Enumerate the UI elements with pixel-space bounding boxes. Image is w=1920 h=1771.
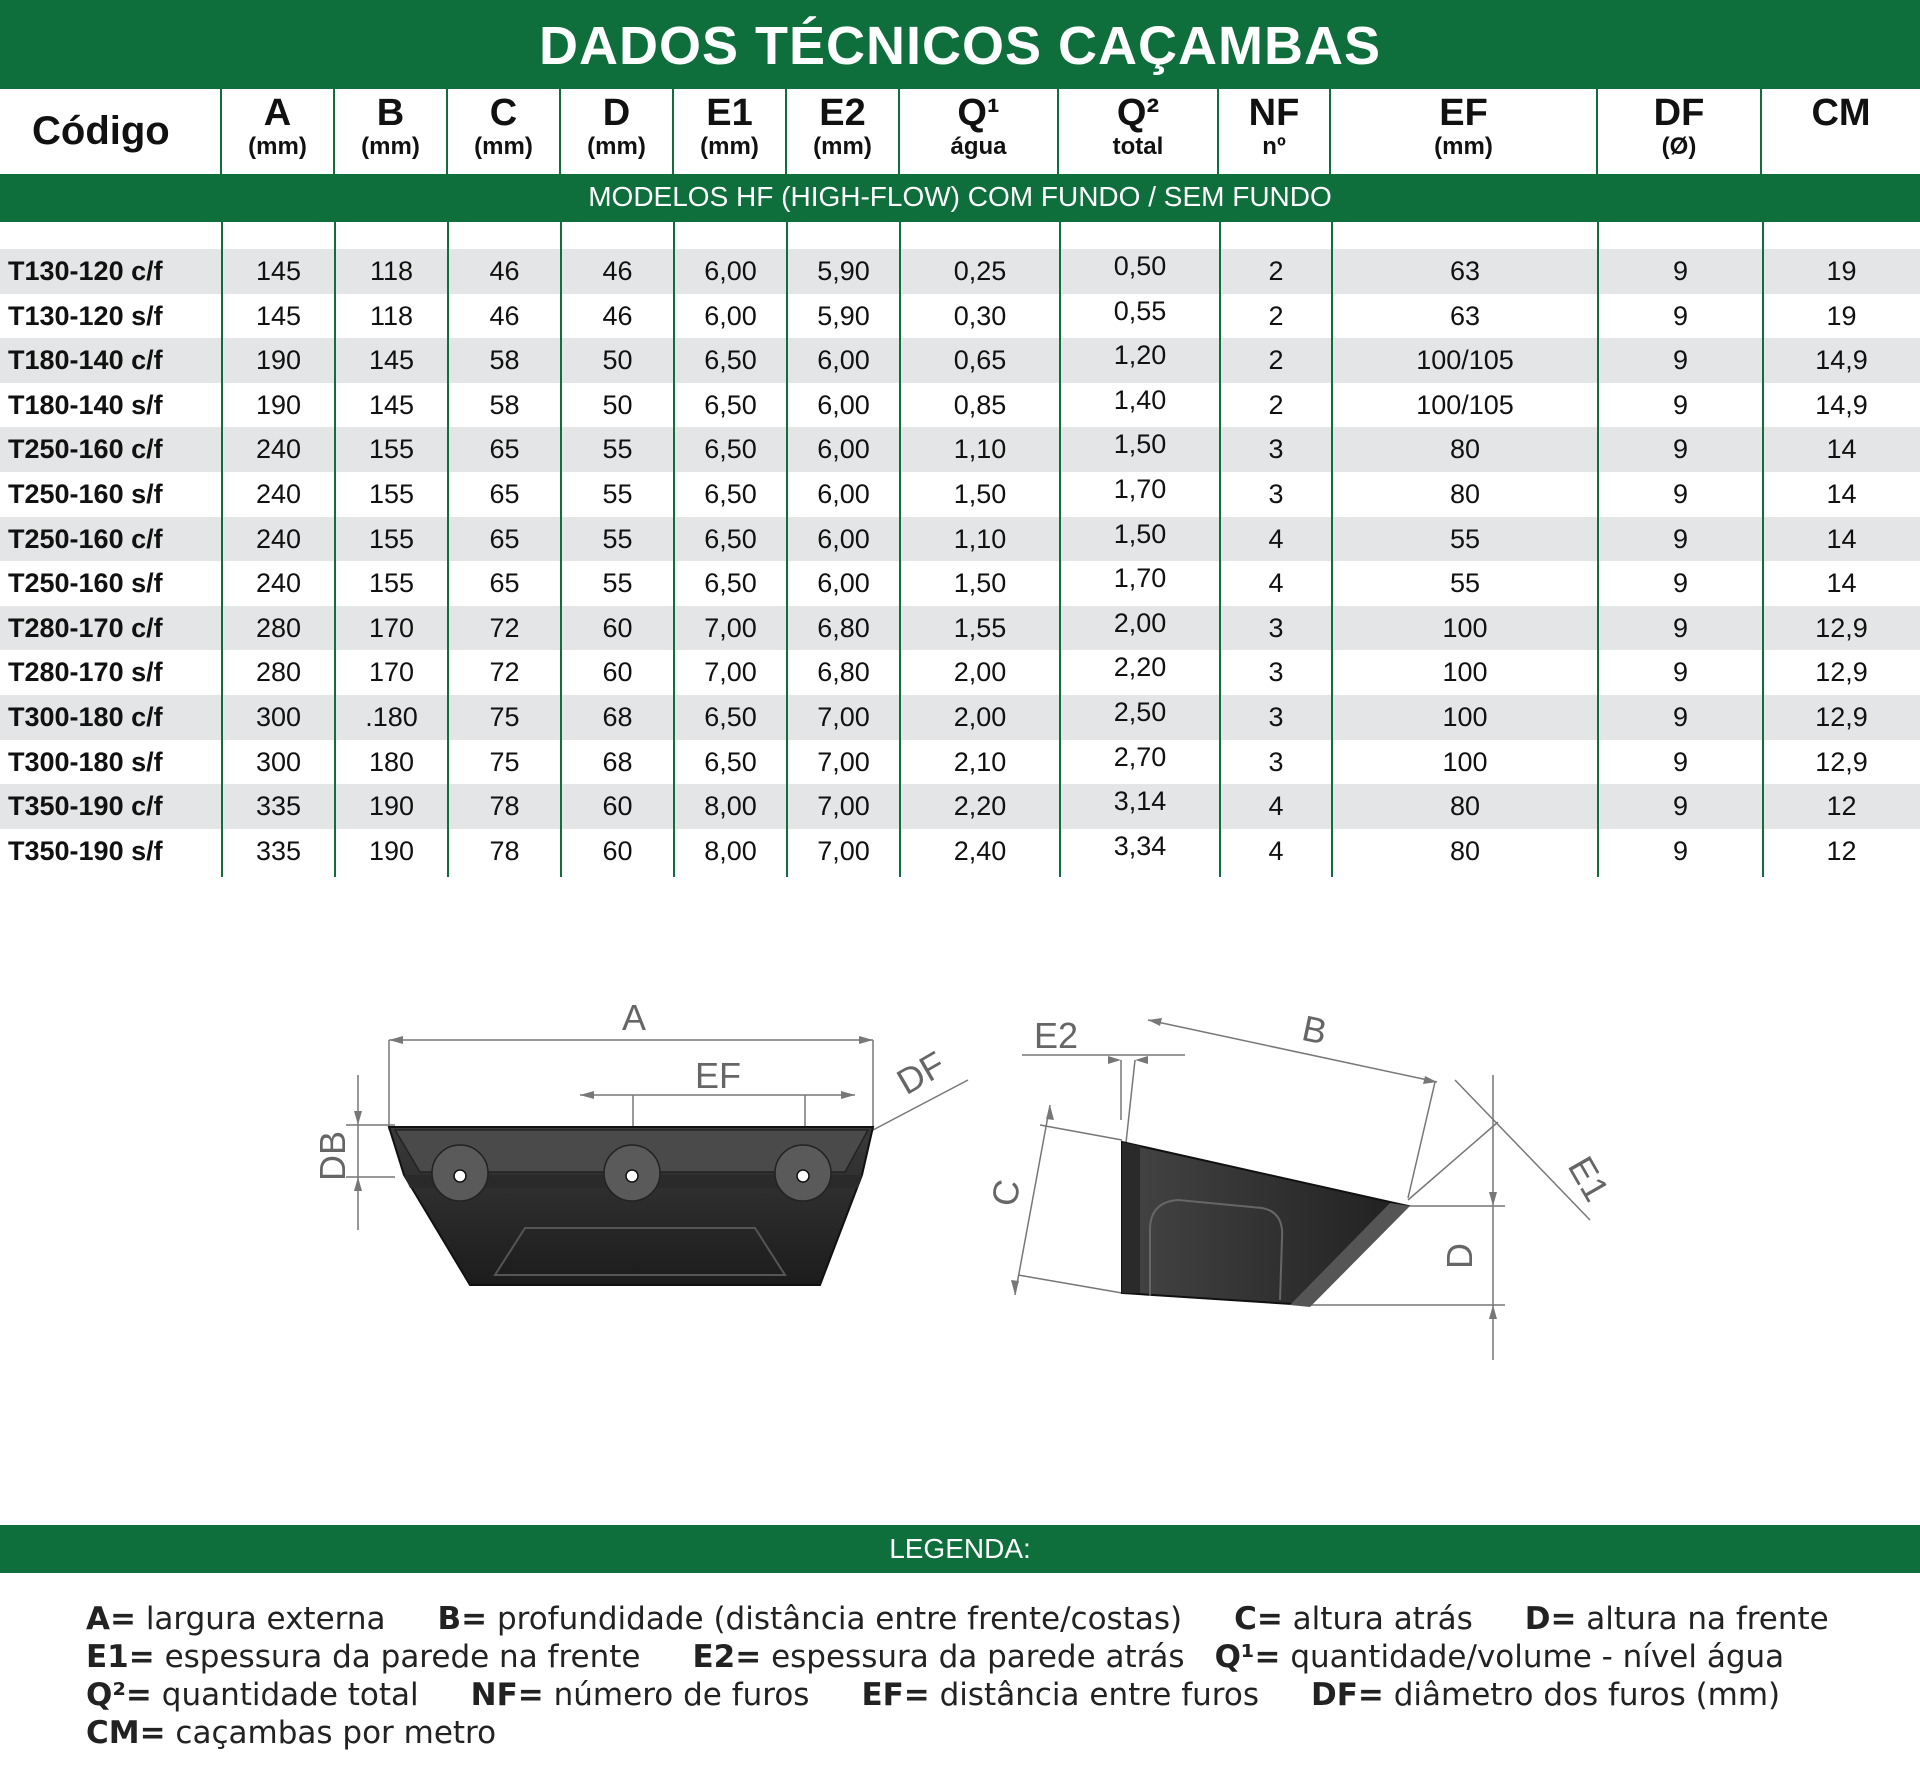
cell-c: 72 xyxy=(489,612,520,643)
cell-b: 145 xyxy=(368,389,415,420)
column-divider xyxy=(1597,222,1599,877)
legend-item: CM= caçambas por metro xyxy=(86,1715,497,1751)
cell-q1: 2,10 xyxy=(953,746,1007,777)
header-q2: Q² total xyxy=(1057,89,1217,174)
cell-codigo: T180-140 s/f xyxy=(8,389,163,420)
legend-item: NF= número de furos xyxy=(470,1677,810,1713)
table-row xyxy=(0,338,1920,383)
cell-nf: 2 xyxy=(1268,345,1284,376)
cell-d: 60 xyxy=(602,657,633,688)
cell-ef: 100/105 xyxy=(1416,345,1514,376)
legend-item: A= largura externa xyxy=(86,1601,386,1637)
cell-e1: 8,00 xyxy=(704,835,757,866)
cell-codigo: T250-160 c/f xyxy=(8,434,163,465)
cell-codigo: T250-160 s/f xyxy=(8,479,163,509)
cell-a: 190 xyxy=(255,345,302,376)
table-row xyxy=(0,294,1920,339)
cell-a: 145 xyxy=(255,256,302,286)
cell-e2: 6,00 xyxy=(817,479,870,509)
cell-df: 9 xyxy=(1672,389,1689,420)
legend-item: E1= espessura da parede na frente xyxy=(86,1639,641,1675)
cell-c: 65 xyxy=(489,568,520,599)
svg-text:DB: DB xyxy=(312,1130,353,1182)
cell-d: 68 xyxy=(602,746,633,777)
cell-cm: 12,9 xyxy=(1815,657,1868,688)
cell-d: 68 xyxy=(602,702,633,732)
cell-e2: 6,00 xyxy=(817,389,870,420)
cell-d: 50 xyxy=(602,389,633,420)
cell-c: 58 xyxy=(489,345,520,376)
cell-e1: 6,00 xyxy=(704,256,757,286)
cell-a: 190 xyxy=(255,389,302,420)
cell-e2: 6,00 xyxy=(817,523,870,554)
cell-c: 75 xyxy=(489,702,520,732)
cell-b: 155 xyxy=(368,568,415,599)
cell-b: 170 xyxy=(368,612,415,643)
cell-d: 55 xyxy=(602,523,633,554)
cell-d: 50 xyxy=(602,345,633,376)
svg-text:DF: DF xyxy=(889,1043,952,1103)
cell-ef: 55 xyxy=(1449,568,1481,599)
cell-ef: 100 xyxy=(1442,702,1488,732)
cell-nf: 3 xyxy=(1268,612,1284,643)
cell-q2: 1,50 xyxy=(1113,518,1167,549)
cell-e2: 7,00 xyxy=(817,835,870,866)
column-divider xyxy=(673,222,675,877)
cell-df: 9 xyxy=(1672,256,1689,286)
header-d: D (mm) xyxy=(559,89,672,174)
cell-cm: 14 xyxy=(1826,523,1857,554)
cell-df: 9 xyxy=(1672,434,1689,465)
cell-e1: 6,50 xyxy=(704,523,757,554)
table-row xyxy=(0,472,1920,517)
cell-a: 335 xyxy=(255,791,302,822)
cell-q2: 2,50 xyxy=(1113,697,1167,727)
cell-codigo: T300-180 s/f xyxy=(8,746,163,777)
cell-q1: 2,20 xyxy=(953,791,1007,822)
table-row xyxy=(0,383,1920,428)
cell-nf: 4 xyxy=(1268,791,1284,822)
header-ef: EF (mm) xyxy=(1329,89,1596,174)
cell-q1: 0,25 xyxy=(953,256,1007,286)
cell-cm: 14 xyxy=(1826,434,1857,465)
cell-b: .180 xyxy=(365,702,418,732)
header-e2: E2 (mm) xyxy=(785,89,898,174)
column-divider xyxy=(1331,222,1333,877)
cell-q2: 2,20 xyxy=(1113,652,1167,683)
page-title: DADOS TÉCNICOS CAÇAMBAS xyxy=(0,0,1920,89)
cell-e1: 7,00 xyxy=(704,657,757,688)
cell-b: 118 xyxy=(369,256,414,286)
cell-b: 190 xyxy=(368,835,415,866)
column-divider xyxy=(560,222,562,877)
cell-nf: 3 xyxy=(1268,434,1284,465)
cell-codigo: T130-120 c/f xyxy=(8,256,163,286)
cell-df: 9 xyxy=(1672,479,1689,509)
cell-c: 46 xyxy=(489,256,520,286)
table-row xyxy=(0,695,1920,740)
cell-q1: 1,10 xyxy=(953,523,1007,554)
legend-item: Q¹= quantidade/volume - nível água xyxy=(1214,1639,1785,1675)
cell-df: 9 xyxy=(1672,345,1689,376)
cell-a: 280 xyxy=(255,657,302,688)
cell-ef: 80 xyxy=(1449,791,1481,822)
cell-c: 65 xyxy=(489,523,520,554)
cell-e1: 6,00 xyxy=(704,300,757,331)
legend-item: D= altura na frente xyxy=(1524,1601,1829,1637)
cell-e2: 6,00 xyxy=(817,345,870,376)
column-divider xyxy=(334,222,336,877)
cell-q2: 0,50 xyxy=(1113,251,1167,281)
cell-q2: 3,34 xyxy=(1113,830,1167,861)
cell-e1: 6,50 xyxy=(704,345,757,376)
column-divider xyxy=(221,222,223,877)
cell-cm: 19 xyxy=(1826,300,1857,331)
cell-nf: 2 xyxy=(1268,389,1284,420)
cell-a: 300 xyxy=(255,702,302,732)
legend-line xyxy=(86,1600,1886,1638)
cell-ef: 100 xyxy=(1442,657,1488,688)
legend-item: Q²= quantidade total xyxy=(86,1677,419,1713)
cell-b: 155 xyxy=(368,523,415,554)
cell-ef: 55 xyxy=(1449,523,1481,554)
cell-codigo: T250-160 s/f xyxy=(8,568,163,599)
cell-c: 65 xyxy=(489,479,520,509)
cell-a: 240 xyxy=(255,568,302,599)
legend-item: B= profundidade (distância entre frente/costas) xyxy=(437,1601,1183,1637)
cell-q1: 1,55 xyxy=(953,612,1007,643)
svg-text:A: A xyxy=(621,997,647,1038)
header-a: A (mm) xyxy=(220,89,333,174)
cell-d: 60 xyxy=(602,791,633,822)
cell-q1: 2,00 xyxy=(953,657,1007,688)
legend-item: C= altura atrás xyxy=(1234,1601,1473,1637)
side-view xyxy=(983,1007,1617,1360)
table-row xyxy=(0,784,1920,829)
cell-df: 9 xyxy=(1672,835,1689,866)
cell-cm: 14,9 xyxy=(1815,389,1868,420)
cell-e2: 5,90 xyxy=(817,300,870,331)
column-divider xyxy=(1762,222,1764,877)
cell-e1: 6,50 xyxy=(704,746,757,777)
legend-item: EF= distância entre furos xyxy=(861,1677,1259,1713)
svg-text:B: B xyxy=(1298,1007,1331,1053)
header-e1: E1 (mm) xyxy=(672,89,785,174)
cell-nf: 4 xyxy=(1268,523,1284,554)
cell-codigo: T180-140 c/f xyxy=(8,345,163,376)
cell-e1: 8,00 xyxy=(704,791,757,822)
table-row xyxy=(0,517,1920,562)
cell-ef: 80 xyxy=(1449,434,1481,465)
cell-codigo: T300-180 c/f xyxy=(8,702,163,732)
cell-d: 60 xyxy=(602,835,633,866)
cell-q2: 3,14 xyxy=(1113,786,1167,817)
cell-nf: 2 xyxy=(1268,300,1284,331)
column-divider xyxy=(899,222,901,877)
cell-d: 46 xyxy=(602,256,633,286)
cell-b: 190 xyxy=(368,791,415,822)
svg-text:C: C xyxy=(983,1176,1029,1210)
front-view xyxy=(312,997,968,1285)
cell-q1: 2,40 xyxy=(953,835,1007,866)
cell-d: 55 xyxy=(602,479,633,509)
cell-df: 9 xyxy=(1672,702,1689,732)
cell-ef: 63 xyxy=(1449,256,1481,286)
cell-df: 9 xyxy=(1672,657,1689,688)
table-row xyxy=(0,740,1920,785)
legend-item: DF= diâmetro dos furos (mm) xyxy=(1310,1677,1781,1713)
cell-b: 155 xyxy=(368,434,415,465)
cell-e2: 7,00 xyxy=(817,746,870,777)
cell-codigo: T250-160 c/f xyxy=(8,523,163,554)
cell-a: 240 xyxy=(255,479,302,509)
cell-a: 300 xyxy=(255,746,302,777)
cell-nf: 3 xyxy=(1268,746,1284,777)
svg-text:EF: EF xyxy=(694,1055,742,1096)
cell-df: 9 xyxy=(1672,523,1689,554)
table-row xyxy=(0,829,1920,874)
cell-c: 72 xyxy=(489,657,520,688)
cell-e1: 6,50 xyxy=(704,434,757,465)
table-row xyxy=(0,561,1920,606)
cell-e2: 6,00 xyxy=(817,568,870,599)
cell-q1: 0,85 xyxy=(953,389,1007,420)
cell-cm: 12,9 xyxy=(1815,612,1868,643)
header-c: C (mm) xyxy=(446,89,559,174)
cell-ef: 100 xyxy=(1442,612,1488,643)
cell-q2: 1,50 xyxy=(1113,429,1167,460)
cell-q2: 1,70 xyxy=(1113,474,1167,504)
cell-codigo: T350-190 s/f xyxy=(8,835,163,866)
cell-ef: 100/105 xyxy=(1416,389,1514,420)
cell-q1: 1,50 xyxy=(953,479,1007,509)
cell-b: 170 xyxy=(368,657,415,688)
table-header xyxy=(0,89,1920,174)
cell-b: 155 xyxy=(368,479,415,509)
data-table xyxy=(0,222,1920,877)
cell-q1: 1,10 xyxy=(953,434,1007,465)
cell-e1: 6,50 xyxy=(704,568,757,599)
cell-cm: 14 xyxy=(1826,568,1857,599)
table-row xyxy=(0,249,1920,294)
cell-cm: 12 xyxy=(1826,835,1857,866)
cell-d: 46 xyxy=(602,300,633,331)
cell-df: 9 xyxy=(1672,300,1689,331)
cell-b: 118 xyxy=(369,300,414,331)
column-divider xyxy=(447,222,449,877)
legend-item: E2= espessura da parede atrás xyxy=(692,1639,1185,1675)
cell-a: 335 xyxy=(255,835,302,866)
svg-text:E1: E1 xyxy=(1560,1149,1618,1209)
column-divider xyxy=(786,222,788,877)
cell-d: 55 xyxy=(602,568,633,599)
svg-text:E2: E2 xyxy=(1033,1015,1079,1056)
cell-a: 240 xyxy=(255,523,302,554)
svg-text:D: D xyxy=(1439,1243,1480,1269)
legend xyxy=(86,1600,1886,1752)
cell-nf: 4 xyxy=(1268,568,1284,599)
bucket-drawings xyxy=(0,960,1920,1380)
cell-q1: 2,00 xyxy=(953,702,1007,732)
cell-q1: 0,65 xyxy=(953,345,1007,376)
cell-d: 55 xyxy=(602,434,633,465)
cell-df: 9 xyxy=(1672,746,1689,777)
cell-codigo: T130-120 s/f xyxy=(8,300,163,331)
cell-b: 145 xyxy=(368,345,415,376)
cell-q1: 1,50 xyxy=(953,568,1007,599)
cell-q2: 1,40 xyxy=(1113,384,1167,415)
cell-e1: 6,50 xyxy=(704,389,757,420)
cell-e1: 6,50 xyxy=(704,702,757,732)
cell-e2: 7,00 xyxy=(817,791,870,822)
cell-e1: 6,50 xyxy=(704,479,757,509)
cell-cm: 14,9 xyxy=(1815,345,1868,376)
cell-q2: 1,70 xyxy=(1113,563,1167,594)
cell-q2: 2,70 xyxy=(1113,741,1167,772)
legend-line xyxy=(86,1714,1886,1752)
header-q1: Q¹ água xyxy=(898,89,1057,174)
technical-diagram xyxy=(0,960,1920,1380)
cell-a: 240 xyxy=(255,434,302,465)
cell-q2: 2,00 xyxy=(1113,607,1167,638)
cell-d: 60 xyxy=(602,612,633,643)
column-divider xyxy=(1059,222,1061,877)
cell-nf: 3 xyxy=(1268,657,1284,688)
cell-e2: 7,00 xyxy=(817,702,870,732)
table-row xyxy=(0,650,1920,695)
table-row xyxy=(0,606,1920,651)
legend-line xyxy=(86,1676,1886,1714)
cell-df: 9 xyxy=(1672,791,1689,822)
cell-codigo: T350-190 c/f xyxy=(8,791,163,822)
cell-c: 58 xyxy=(489,389,520,420)
cell-cm: 19 xyxy=(1826,256,1857,286)
cell-c: 65 xyxy=(489,434,520,465)
cell-e1: 7,00 xyxy=(704,612,757,643)
cell-c: 78 xyxy=(489,835,520,866)
cell-cm: 14 xyxy=(1826,479,1857,509)
cell-e2: 6,80 xyxy=(817,657,870,688)
cell-a: 145 xyxy=(255,300,302,331)
header-nf: NF nº xyxy=(1217,89,1329,174)
cell-df: 9 xyxy=(1672,612,1689,643)
cell-cm: 12,9 xyxy=(1815,746,1868,777)
cell-nf: 4 xyxy=(1268,835,1284,866)
cell-b: 180 xyxy=(368,746,415,777)
cell-ef: 80 xyxy=(1449,479,1481,509)
cell-c: 78 xyxy=(489,791,520,822)
cell-nf: 3 xyxy=(1268,702,1284,732)
cell-q1: 0,30 xyxy=(953,300,1007,331)
header-b: B (mm) xyxy=(333,89,446,174)
cell-e2: 6,00 xyxy=(817,434,870,465)
legend-line xyxy=(86,1638,1886,1676)
header-cm: CM xyxy=(1760,89,1920,174)
cell-c: 46 xyxy=(489,300,520,331)
cell-cm: 12 xyxy=(1826,791,1857,822)
cell-ef: 63 xyxy=(1449,300,1481,331)
cell-codigo: T280-170 c/f xyxy=(8,612,163,643)
cell-nf: 2 xyxy=(1268,256,1284,286)
header-codigo: Código xyxy=(32,109,170,153)
cell-cm: 12,9 xyxy=(1815,702,1868,732)
cell-df: 9 xyxy=(1672,568,1689,599)
section-title: MODELOS HF (HIGH-FLOW) COM FUNDO / SEM FUNDO xyxy=(0,174,1920,222)
cell-a: 280 xyxy=(255,612,302,643)
cell-nf: 3 xyxy=(1268,479,1284,509)
cell-e2: 6,80 xyxy=(817,612,870,643)
column-divider xyxy=(1219,222,1221,877)
table-row xyxy=(0,427,1920,472)
cell-codigo: T280-170 s/f xyxy=(8,657,163,688)
cell-e2: 5,90 xyxy=(817,256,870,286)
cell-q2: 1,20 xyxy=(1113,340,1167,371)
header-df: DF (Ø) xyxy=(1596,89,1760,174)
cell-q2: 0,55 xyxy=(1113,295,1167,326)
legend-title: LEGENDA: xyxy=(0,1525,1920,1573)
cell-ef: 100 xyxy=(1442,746,1488,777)
cell-c: 75 xyxy=(489,746,520,777)
cell-ef: 80 xyxy=(1449,835,1481,866)
